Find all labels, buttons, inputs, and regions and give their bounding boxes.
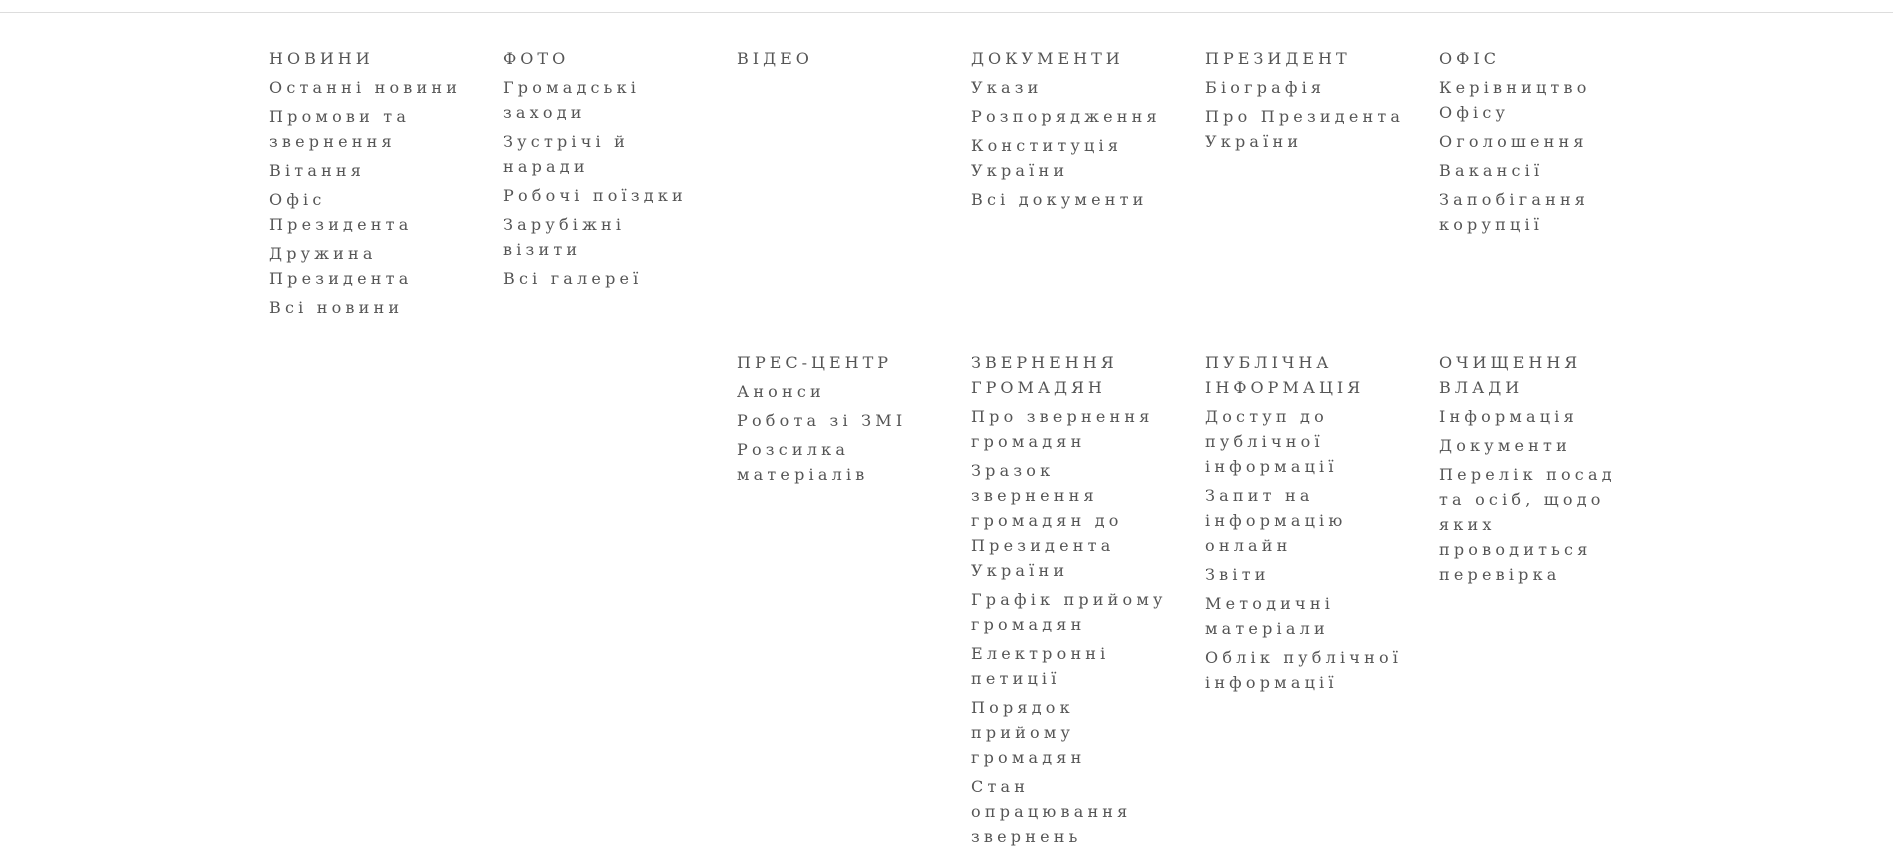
footer-link-item — [971, 133, 1171, 183]
footer-link[interactable]: Вітання — [269, 161, 366, 180]
footer-link-item — [737, 408, 937, 433]
footer-link-item — [971, 774, 1171, 849]
footer-link[interactable]: Розпорядження — [971, 107, 1161, 126]
footer-section-office — [1439, 46, 1639, 324]
footer-link-item — [1439, 404, 1639, 429]
footer-link-list — [737, 379, 937, 487]
footer-link-item — [1439, 462, 1639, 587]
footer-link[interactable]: Дружина Президента — [269, 244, 413, 288]
footer-link[interactable]: Порядок прийому громадян — [971, 698, 1086, 767]
footer-link[interactable]: Про Президента України — [1205, 107, 1405, 151]
footer-link[interactable]: Інформація — [1439, 407, 1578, 426]
footer-link-item — [971, 641, 1171, 691]
footer-link-list — [503, 75, 703, 291]
footer-link[interactable]: Зарубіжні візити — [503, 215, 626, 259]
footer-link[interactable]: Зразок звернення громадян до Президента України — [971, 461, 1123, 580]
footer-link[interactable]: Методичні матеріали — [1205, 594, 1335, 638]
footer-link-item — [737, 437, 937, 487]
footer-link-item — [971, 104, 1171, 129]
footer-section-title[interactable]: ФОТО — [503, 49, 570, 68]
footer-link[interactable]: Оголошення — [1439, 132, 1588, 151]
footer-link[interactable]: Анонси — [737, 382, 825, 401]
footer-link-item — [1205, 591, 1405, 641]
footer-link-item — [1205, 645, 1405, 695]
footer-section-title[interactable]: ЗВЕРНЕННЯ ГРОМАДЯН — [971, 353, 1118, 397]
footer-link-item — [269, 104, 469, 154]
footer-link-item — [269, 187, 469, 237]
footer-section-lustration — [1439, 350, 1639, 853]
footer-link[interactable]: Біографія — [1205, 78, 1326, 97]
footer-section-photo — [503, 46, 703, 324]
footer-link[interactable]: Останні новини — [269, 78, 462, 97]
footer-link-item — [971, 458, 1171, 583]
footer-link[interactable]: Облік публічної інформації — [1205, 648, 1403, 692]
footer-link[interactable]: Всі галереї — [503, 269, 643, 288]
footer-link[interactable]: Електронні петиції — [971, 644, 1110, 688]
footer-link-item — [1205, 562, 1405, 587]
footer-link[interactable]: Про звернення громадян — [971, 407, 1154, 451]
footer-link-item — [1205, 75, 1405, 100]
footer-link-item — [503, 75, 703, 125]
footer-link-item — [503, 183, 703, 208]
footer-link[interactable]: Стан опрацювання звернень — [971, 777, 1132, 846]
footer-link-item — [1439, 75, 1639, 125]
footer-link-item — [737, 379, 937, 404]
footer-link[interactable]: Робота зі ЗМІ — [737, 411, 907, 430]
footer-link-item — [503, 129, 703, 179]
footer-link-item — [269, 295, 469, 320]
footer-link-item — [1205, 404, 1405, 479]
footer-section-title[interactable]: ДОКУМЕНТИ — [971, 49, 1124, 68]
footer-link[interactable]: Запит на інформацію онлайн — [1205, 486, 1347, 555]
footer-link[interactable]: Конституція України — [971, 136, 1123, 180]
footer-section-president — [1205, 46, 1405, 324]
footer-link[interactable]: Всі документи — [971, 190, 1148, 209]
footer-link[interactable]: Графік прийому громадян — [971, 590, 1167, 634]
footer-link[interactable]: Документи — [1439, 436, 1571, 455]
footer-link-list — [1205, 75, 1405, 154]
footer-link-item — [1439, 433, 1639, 458]
footer-link-item — [269, 75, 469, 100]
footer-link[interactable]: Всі новини — [269, 298, 404, 317]
footer-link-list — [1439, 404, 1639, 587]
footer-section-video — [737, 46, 937, 324]
footer-link-list — [971, 75, 1171, 212]
footer-section-public-info — [1205, 350, 1405, 853]
footer-link-item — [971, 187, 1171, 212]
footer-link-item — [1205, 104, 1405, 154]
footer-link-list — [1439, 75, 1639, 237]
footer-link-item — [503, 212, 703, 262]
top-divider — [0, 12, 1893, 13]
footer-link-list — [971, 404, 1171, 849]
footer-link-item — [269, 158, 469, 183]
footer-link-item — [971, 587, 1171, 637]
footer-section-news — [269, 46, 469, 324]
footer-link[interactable]: Звіти — [1205, 565, 1270, 584]
footer-link-list — [269, 75, 469, 320]
footer-link[interactable]: Керівництво Офісу — [1439, 78, 1591, 122]
footer-link-list — [1205, 404, 1405, 695]
footer-section-title[interactable]: ПРЕС-ЦЕНТР — [737, 353, 893, 372]
footer-section-title[interactable]: ПРЕЗИДЕНТ — [1205, 49, 1351, 68]
footer-link[interactable]: Офіс Президента — [269, 190, 413, 234]
footer-link-item — [1439, 187, 1639, 237]
footer-link[interactable]: Промови та звернення — [269, 107, 411, 151]
footer-link[interactable]: Запобігання корупції — [1439, 190, 1590, 234]
footer-sitemap — [269, 46, 1673, 853]
footer-section-title[interactable]: НОВИНИ — [269, 49, 374, 68]
footer-section-title[interactable]: ВІДЕО — [737, 49, 813, 68]
footer-section-press-center — [737, 350, 937, 853]
footer-link[interactable]: Громадські заходи — [503, 78, 641, 122]
footer-link[interactable]: Перелік посад та осіб, щодо яких проводиться перевірка — [1439, 465, 1616, 584]
footer-section-documents — [971, 46, 1171, 324]
footer-link[interactable]: Доступ до публічної інформації — [1205, 407, 1338, 476]
footer-link[interactable]: Вакансії — [1439, 161, 1544, 180]
footer-link-item — [971, 75, 1171, 100]
footer-link-item — [971, 404, 1171, 454]
footer-link-item — [1205, 483, 1405, 558]
footer-link[interactable]: Робочі поїздки — [503, 186, 687, 205]
footer-link-item — [1439, 158, 1639, 183]
footer-link-item — [503, 266, 703, 291]
footer-link[interactable]: Розсилка матеріалів — [737, 440, 869, 484]
footer-link[interactable]: Укази — [971, 78, 1043, 97]
footer-section-title[interactable]: ОФІС — [1439, 49, 1500, 68]
footer-section-citizens-appeals — [971, 350, 1171, 853]
footer-section-title[interactable]: ОЧИЩЕННЯ ВЛАДИ — [1439, 353, 1582, 397]
footer-link[interactable]: Зустрічі й наради — [503, 132, 629, 176]
footer-link-item — [971, 695, 1171, 770]
footer-link-item — [269, 241, 469, 291]
footer-section-title[interactable]: ПУБЛІЧНА ІНФОРМАЦІЯ — [1205, 353, 1365, 397]
footer-link-item — [1439, 129, 1639, 154]
